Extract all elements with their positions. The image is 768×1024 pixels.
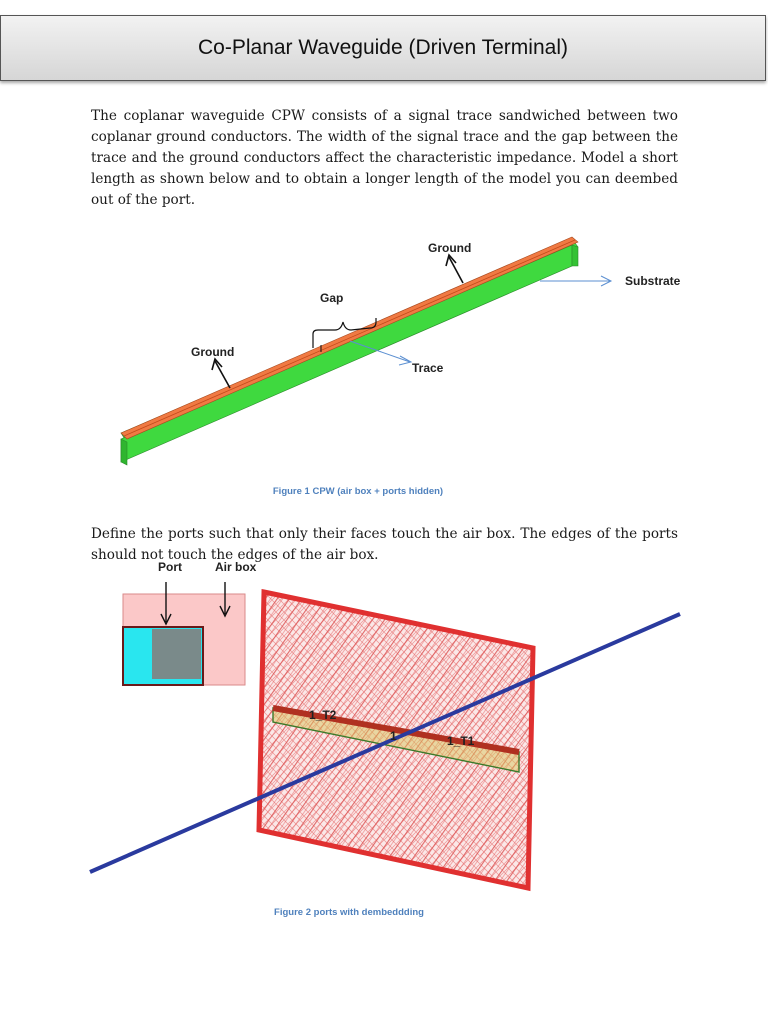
label-port-center: 1 xyxy=(390,729,397,743)
label-gap: Gap xyxy=(320,291,344,305)
label-substrate: Substrate xyxy=(625,274,681,288)
label-port-t2: 1_T2 xyxy=(309,708,337,722)
page-title: Co-Planar Waveguide (Driven Terminal) xyxy=(198,36,568,59)
inset-port-face xyxy=(152,629,201,679)
label-ground-left: Ground xyxy=(191,345,235,359)
label-port: Port xyxy=(158,560,182,574)
ports-paragraph: Define the ports such that only their faces touch the air box. The edges of the ports should not touch the edges of the air box. xyxy=(91,525,678,563)
label-ground-top: Ground xyxy=(428,241,472,255)
label-air-box: Air box xyxy=(215,560,257,574)
label-port-t1: 1_T1 xyxy=(447,734,475,748)
label-trace: Trace xyxy=(412,361,444,375)
figure-2-caption: Figure 2 ports with dembeddding xyxy=(274,907,424,918)
intro-paragraph: The coplanar waveguide CPW consists of a signal trace sandwiched between two coplanar ground conductors. The width of the signal trace and the gap between the trace and the ground conductors affect the characteristic impedance. Model a short length as shown below and to obtain a longer length of the model you can deembed out of the port. xyxy=(91,107,678,208)
figure-1-caption: Figure 1 CPW (air box + ports hidden) xyxy=(272,486,444,497)
